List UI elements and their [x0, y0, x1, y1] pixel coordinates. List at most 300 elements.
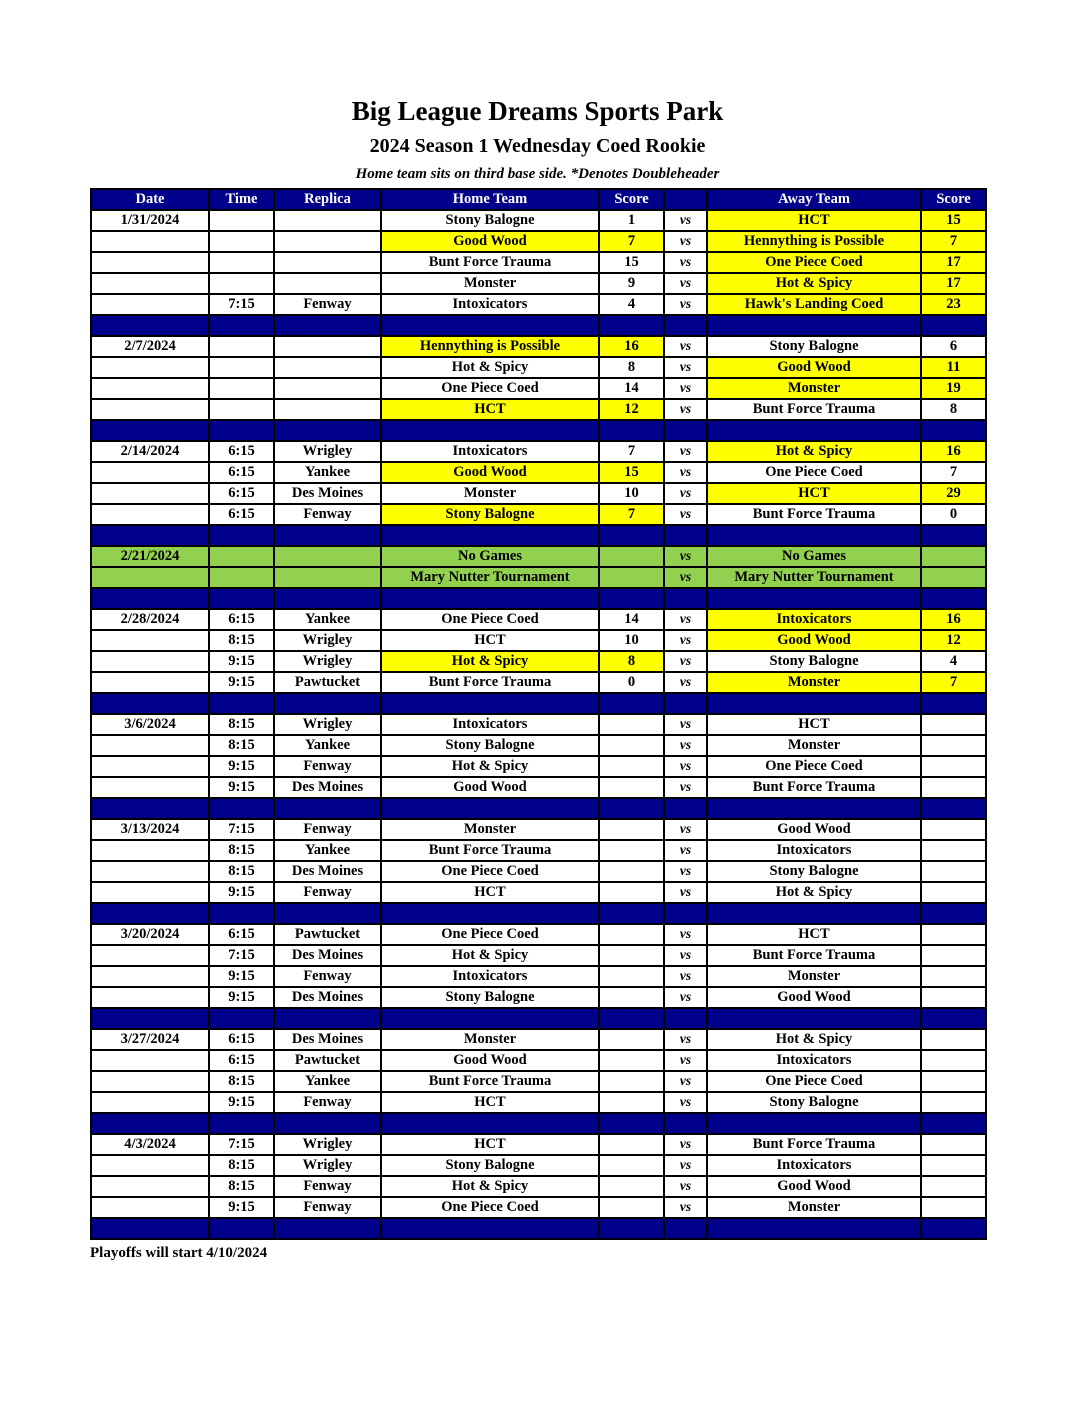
away-team-cell: Stony Balogne: [707, 336, 921, 357]
game-row: [91, 756, 986, 777]
schedule-header: [91, 189, 986, 210]
replica-cell: Yankee: [274, 609, 381, 630]
schedule-page: [90, 0, 985, 1262]
away-score-cell: 15: [921, 210, 986, 231]
home-score-cell: [599, 1071, 664, 1092]
separator-cell-away-score: [921, 1008, 986, 1029]
home-score-cell: 8: [599, 357, 664, 378]
date-cell: [91, 294, 209, 315]
vs-cell: vs: [664, 273, 707, 294]
separator-cell-home-score: [599, 525, 664, 546]
game-row: [91, 735, 986, 756]
separator-cell-date: [91, 420, 209, 441]
game-row: [91, 840, 986, 861]
separator-cell-home-score: [599, 1218, 664, 1239]
away-score-cell: [921, 777, 986, 798]
replica-cell: Yankee: [274, 735, 381, 756]
away-team-cell: HCT: [707, 714, 921, 735]
away-score-cell: [921, 924, 986, 945]
away-team-cell: Stony Balogne: [707, 861, 921, 882]
date-cell: [91, 567, 209, 588]
home-team-cell: Hot & Spicy: [381, 651, 599, 672]
away-team-cell: Stony Balogne: [707, 651, 921, 672]
time-cell: 6:15: [209, 1050, 274, 1071]
away-team-cell: Hot & Spicy: [707, 441, 921, 462]
separator-cell-replica: [274, 315, 381, 336]
replica-cell: Wrigley: [274, 714, 381, 735]
separator-cell-away-team: [707, 315, 921, 336]
game-row: [91, 336, 986, 357]
vs-cell: vs: [664, 840, 707, 861]
replica-cell: [274, 231, 381, 252]
vs-cell: vs: [664, 336, 707, 357]
vs-cell: vs: [664, 735, 707, 756]
away-score-cell: [921, 714, 986, 735]
home-score-cell: [599, 756, 664, 777]
separator-cell-home-team: [381, 588, 599, 609]
home-team-cell: HCT: [381, 1134, 599, 1155]
vs-cell: vs: [664, 357, 707, 378]
replica-cell: Yankee: [274, 462, 381, 483]
date-cell: [91, 504, 209, 525]
game-row: [91, 1050, 986, 1071]
vs-cell: vs: [664, 567, 707, 588]
home-score-cell: [599, 840, 664, 861]
game-row: [91, 609, 986, 630]
replica-cell: Pawtucket: [274, 924, 381, 945]
date-cell: [91, 651, 209, 672]
time-cell: 6:15: [209, 504, 274, 525]
separator-cell-replica: [274, 1218, 381, 1239]
home-team-cell: HCT: [381, 399, 599, 420]
home-score-cell: [599, 924, 664, 945]
home-score-cell: [599, 567, 664, 588]
game-row: [91, 1197, 986, 1218]
away-score-cell: [921, 756, 986, 777]
time-cell: 6:15: [209, 462, 274, 483]
away-score-cell: 7: [921, 672, 986, 693]
away-score-cell: 29: [921, 483, 986, 504]
away-team-cell: Hawk's Landing Coed: [707, 294, 921, 315]
time-cell: 8:15: [209, 1176, 274, 1197]
date-cell: [91, 252, 209, 273]
home-score-cell: 4: [599, 294, 664, 315]
date-cell: [91, 231, 209, 252]
game-row: [91, 231, 986, 252]
game-row: [91, 462, 986, 483]
away-team-cell: Good Wood: [707, 987, 921, 1008]
replica-cell: Wrigley: [274, 441, 381, 462]
away-team-cell: Hennything is Possible: [707, 231, 921, 252]
date-cell: [91, 945, 209, 966]
game-row: [91, 1029, 986, 1050]
home-score-cell: [599, 882, 664, 903]
away-team-cell: Monster: [707, 966, 921, 987]
schedule-table: [90, 188, 987, 1240]
date-cell: [91, 882, 209, 903]
game-row: [91, 651, 986, 672]
away-score-cell: [921, 1134, 986, 1155]
separator-cell-time: [209, 1113, 274, 1134]
away-team-cell: HCT: [707, 210, 921, 231]
home-score-cell: [599, 546, 664, 567]
away-score-cell: [921, 1092, 986, 1113]
away-score-cell: [921, 1155, 986, 1176]
header-cell-vs: [664, 189, 707, 210]
home-score-cell: 16: [599, 336, 664, 357]
away-team-cell: Stony Balogne: [707, 1092, 921, 1113]
home-team-cell: Bunt Force Trauma: [381, 672, 599, 693]
home-team-cell: HCT: [381, 630, 599, 651]
vs-cell: vs: [664, 966, 707, 987]
replica-cell: Fenway: [274, 1176, 381, 1197]
separator-row: [91, 1113, 986, 1134]
replica-cell: Yankee: [274, 1071, 381, 1092]
away-team-cell: Bunt Force Trauma: [707, 1134, 921, 1155]
separator-cell-date: [91, 588, 209, 609]
replica-cell: Wrigley: [274, 651, 381, 672]
home-team-cell: Hot & Spicy: [381, 357, 599, 378]
header-cell-home-score: Score: [599, 189, 664, 210]
replica-cell: Des Moines: [274, 861, 381, 882]
separator-cell-away-score: [921, 588, 986, 609]
vs-cell: vs: [664, 987, 707, 1008]
home-team-cell: Stony Balogne: [381, 735, 599, 756]
time-cell: 7:15: [209, 1134, 274, 1155]
separator-cell-date: [91, 315, 209, 336]
date-cell: [91, 861, 209, 882]
away-team-cell: HCT: [707, 483, 921, 504]
time-cell: [209, 231, 274, 252]
separator-cell-vs: [664, 1113, 707, 1134]
separator-cell-vs: [664, 315, 707, 336]
separator-cell-away-team: [707, 1113, 921, 1134]
vs-cell: vs: [664, 1071, 707, 1092]
separator-cell-time: [209, 1008, 274, 1029]
away-team-cell: Good Wood: [707, 630, 921, 651]
vs-cell: vs: [664, 231, 707, 252]
header-row: [91, 189, 986, 210]
vs-cell: vs: [664, 441, 707, 462]
time-cell: [209, 546, 274, 567]
separator-cell-home-team: [381, 1113, 599, 1134]
separator-row: [91, 315, 986, 336]
vs-cell: vs: [664, 756, 707, 777]
home-score-cell: 14: [599, 378, 664, 399]
separator-cell-vs: [664, 588, 707, 609]
away-score-cell: 0: [921, 504, 986, 525]
separator-row: [91, 1008, 986, 1029]
vs-cell: vs: [664, 1197, 707, 1218]
date-cell: [91, 987, 209, 1008]
separator-cell-home-team: [381, 693, 599, 714]
separator-cell-replica: [274, 420, 381, 441]
away-score-cell: 12: [921, 630, 986, 651]
away-score-cell: 7: [921, 462, 986, 483]
vs-cell: vs: [664, 483, 707, 504]
away-score-cell: [921, 735, 986, 756]
date-cell: [91, 1092, 209, 1113]
separator-row: [91, 525, 986, 546]
separator-cell-away-score: [921, 903, 986, 924]
away-score-cell: [921, 945, 986, 966]
vs-cell: vs: [664, 462, 707, 483]
replica-cell: [274, 336, 381, 357]
date-cell: [91, 777, 209, 798]
away-team-cell: Intoxicators: [707, 1050, 921, 1071]
date-cell: [91, 1197, 209, 1218]
vs-cell: vs: [664, 252, 707, 273]
home-team-cell: Monster: [381, 1029, 599, 1050]
away-team-cell: Monster: [707, 1197, 921, 1218]
separator-row: [91, 588, 986, 609]
time-cell: 6:15: [209, 1029, 274, 1050]
home-score-cell: [599, 1050, 664, 1071]
date-cell: [91, 735, 209, 756]
vs-cell: vs: [664, 399, 707, 420]
time-cell: [209, 399, 274, 420]
time-cell: 9:15: [209, 882, 274, 903]
away-team-cell: Good Wood: [707, 819, 921, 840]
time-cell: 9:15: [209, 777, 274, 798]
replica-cell: [274, 273, 381, 294]
separator-cell-home-team: [381, 315, 599, 336]
time-cell: 8:15: [209, 735, 274, 756]
date-cell: 3/13/2024: [91, 819, 209, 840]
separator-cell-away-score: [921, 798, 986, 819]
away-score-cell: [921, 1197, 986, 1218]
away-score-cell: [921, 819, 986, 840]
time-cell: 6:15: [209, 924, 274, 945]
game-row: [91, 966, 986, 987]
game-row: [91, 483, 986, 504]
away-score-cell: [921, 882, 986, 903]
separator-cell-home-team: [381, 525, 599, 546]
date-cell: [91, 630, 209, 651]
away-team-cell: Intoxicators: [707, 840, 921, 861]
home-score-cell: [599, 777, 664, 798]
vs-cell: vs: [664, 630, 707, 651]
away-score-cell: 17: [921, 252, 986, 273]
replica-cell: Des Moines: [274, 483, 381, 504]
separator-cell-home-score: [599, 798, 664, 819]
home-team-cell: Stony Balogne: [381, 504, 599, 525]
separator-cell-date: [91, 903, 209, 924]
home-score-cell: 9: [599, 273, 664, 294]
vs-cell: vs: [664, 672, 707, 693]
time-cell: 6:15: [209, 441, 274, 462]
away-team-cell: One Piece Coed: [707, 462, 921, 483]
vs-cell: vs: [664, 1029, 707, 1050]
away-team-cell: Monster: [707, 378, 921, 399]
away-score-cell: [921, 861, 986, 882]
vs-cell: vs: [664, 651, 707, 672]
date-cell: 2/21/2024: [91, 546, 209, 567]
separator-cell-home-score: [599, 1008, 664, 1029]
home-team-cell: No Games: [381, 546, 599, 567]
away-score-cell: 16: [921, 441, 986, 462]
separator-cell-home-score: [599, 1113, 664, 1134]
away-score-cell: 11: [921, 357, 986, 378]
home-team-cell: Stony Balogne: [381, 987, 599, 1008]
page-subtitle: 2024 Season 1 Wednesday Coed Rookie: [369, 135, 706, 158]
away-score-cell: [921, 567, 986, 588]
vs-cell: vs: [664, 924, 707, 945]
separator-row: [91, 798, 986, 819]
game-row: [91, 882, 986, 903]
game-row: [91, 1071, 986, 1092]
home-score-cell: 7: [599, 231, 664, 252]
home-score-cell: [599, 945, 664, 966]
home-team-cell: Intoxicators: [381, 441, 599, 462]
time-cell: 7:15: [209, 294, 274, 315]
home-score-cell: [599, 714, 664, 735]
away-score-cell: [921, 987, 986, 1008]
time-cell: 6:15: [209, 483, 274, 504]
date-cell: 3/27/2024: [91, 1029, 209, 1050]
home-team-cell: One Piece Coed: [381, 1197, 599, 1218]
replica-cell: [274, 567, 381, 588]
away-score-cell: [921, 1050, 986, 1071]
separator-cell-replica: [274, 903, 381, 924]
separator-cell-time: [209, 525, 274, 546]
away-score-cell: 7: [921, 231, 986, 252]
replica-cell: Fenway: [274, 882, 381, 903]
home-score-cell: 0: [599, 672, 664, 693]
vs-cell: vs: [664, 378, 707, 399]
vs-cell: vs: [664, 546, 707, 567]
time-cell: 8:15: [209, 1155, 274, 1176]
replica-cell: [274, 357, 381, 378]
separator-cell-vs: [664, 798, 707, 819]
game-row: [91, 714, 986, 735]
date-cell: [91, 1176, 209, 1197]
separator-cell-replica: [274, 798, 381, 819]
separator-cell-replica: [274, 1113, 381, 1134]
home-score-cell: 7: [599, 504, 664, 525]
time-cell: 8:15: [209, 1071, 274, 1092]
time-cell: 6:15: [209, 609, 274, 630]
separator-cell-home-team: [381, 798, 599, 819]
home-team-cell: Hot & Spicy: [381, 756, 599, 777]
separator-cell-away-score: [921, 693, 986, 714]
game-row: [91, 357, 986, 378]
home-team-cell: Hot & Spicy: [381, 1176, 599, 1197]
away-team-cell: One Piece Coed: [707, 1071, 921, 1092]
separator-cell-away-team: [707, 588, 921, 609]
separator-cell-away-score: [921, 525, 986, 546]
vs-cell: vs: [664, 714, 707, 735]
away-score-cell: [921, 966, 986, 987]
separator-cell-time: [209, 420, 274, 441]
separator-cell-away-team: [707, 903, 921, 924]
home-team-cell: Mary Nutter Tournament: [381, 567, 599, 588]
separator-cell-vs: [664, 1218, 707, 1239]
away-score-cell: [921, 1029, 986, 1050]
separator-cell-away-team: [707, 1008, 921, 1029]
game-row: [91, 210, 986, 231]
game-row: [91, 861, 986, 882]
replica-cell: Fenway: [274, 504, 381, 525]
game-row: [91, 378, 986, 399]
vs-cell: vs: [664, 945, 707, 966]
home-score-cell: 15: [599, 462, 664, 483]
game-row: [91, 819, 986, 840]
separator-row: [91, 1218, 986, 1239]
separator-cell-replica: [274, 693, 381, 714]
date-cell: [91, 840, 209, 861]
separator-cell-away-score: [921, 420, 986, 441]
away-score-cell: 6: [921, 336, 986, 357]
vs-cell: vs: [664, 1134, 707, 1155]
separator-cell-away-score: [921, 315, 986, 336]
separator-cell-replica: [274, 525, 381, 546]
header-cell-away-score: Score: [921, 189, 986, 210]
separator-cell-replica: [274, 1008, 381, 1029]
away-score-cell: 23: [921, 294, 986, 315]
away-score-cell: 19: [921, 378, 986, 399]
replica-cell: Fenway: [274, 1197, 381, 1218]
replica-cell: Fenway: [274, 1092, 381, 1113]
home-team-cell: One Piece Coed: [381, 609, 599, 630]
home-team-cell: One Piece Coed: [381, 924, 599, 945]
date-cell: 3/6/2024: [91, 714, 209, 735]
away-team-cell: Intoxicators: [707, 609, 921, 630]
away-score-cell: [921, 1176, 986, 1197]
time-cell: 9:15: [209, 1197, 274, 1218]
vs-cell: vs: [664, 1050, 707, 1071]
separator-cell-home-score: [599, 693, 664, 714]
away-team-cell: HCT: [707, 924, 921, 945]
time-cell: 8:15: [209, 714, 274, 735]
game-row: [91, 672, 986, 693]
home-score-cell: [599, 735, 664, 756]
home-score-cell: [599, 1155, 664, 1176]
game-row: [91, 504, 986, 525]
separator-cell-vs: [664, 1008, 707, 1029]
page-title: Big League Dreams Sports Park: [351, 96, 724, 126]
time-cell: [209, 210, 274, 231]
replica-cell: Fenway: [274, 756, 381, 777]
separator-cell-home-team: [381, 1218, 599, 1239]
separator-cell-home-team: [381, 1008, 599, 1029]
game-row: [91, 252, 986, 273]
separator-cell-away-team: [707, 693, 921, 714]
vs-cell: vs: [664, 294, 707, 315]
away-score-cell: 16: [921, 609, 986, 630]
date-cell: [91, 462, 209, 483]
separator-cell-home-score: [599, 315, 664, 336]
date-cell: [91, 357, 209, 378]
home-team-cell: Stony Balogne: [381, 210, 599, 231]
away-team-cell: Intoxicators: [707, 1155, 921, 1176]
date-cell: [91, 966, 209, 987]
vs-cell: vs: [664, 777, 707, 798]
replica-cell: Pawtucket: [274, 1050, 381, 1071]
separator-cell-away-team: [707, 420, 921, 441]
separator-cell-date: [91, 693, 209, 714]
date-cell: 2/7/2024: [91, 336, 209, 357]
date-cell: [91, 378, 209, 399]
separator-cell-home-team: [381, 903, 599, 924]
away-team-cell: Bunt Force Trauma: [707, 399, 921, 420]
home-team-cell: Intoxicators: [381, 294, 599, 315]
home-score-cell: [599, 1176, 664, 1197]
game-row: [91, 1134, 986, 1155]
home-team-cell: Good Wood: [381, 231, 599, 252]
game-row: [91, 273, 986, 294]
game-row: [91, 945, 986, 966]
